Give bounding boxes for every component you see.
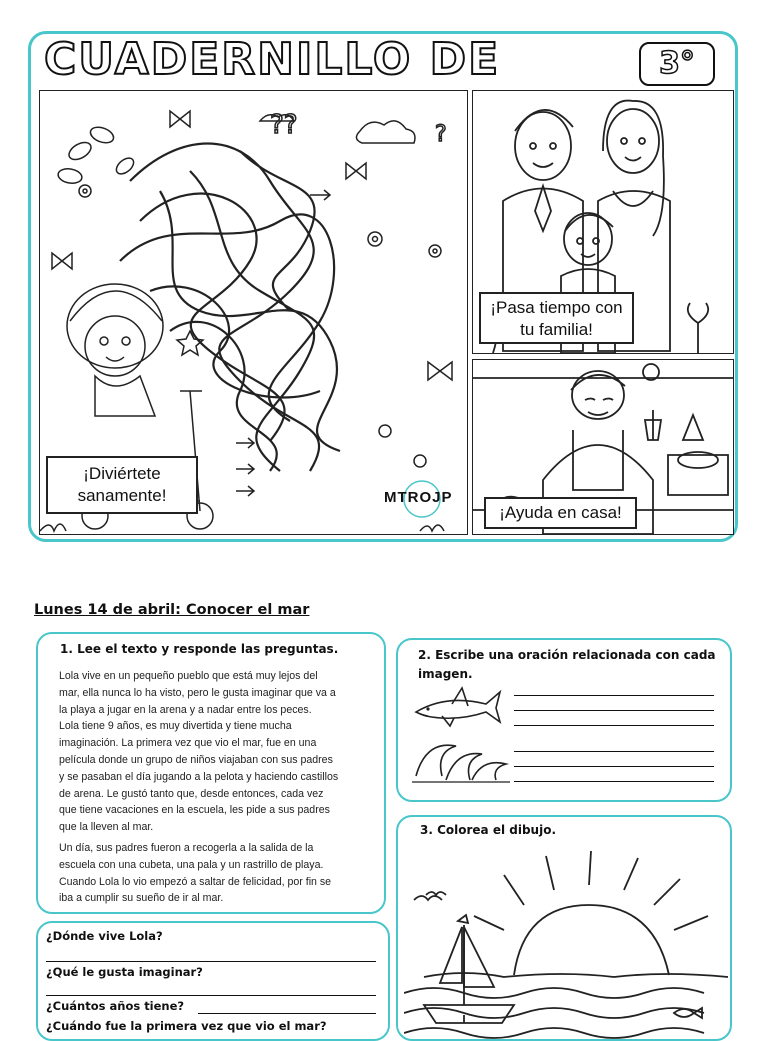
sentence-line-5[interactable] xyxy=(514,766,714,767)
reading-line: mar, ella nunca lo ha visto, pero le gusta imaginar que va a xyxy=(59,686,336,699)
activity3-box xyxy=(396,815,732,1041)
question-2: ¿Qué le gusta imaginar? xyxy=(46,965,203,979)
questions-box xyxy=(36,921,390,1041)
reading-line: Cuando Lola lo vio empezó a saltar de felicidad, por fin se xyxy=(59,875,332,888)
lesson-heading: Lunes 14 de abril: Conocer el mar xyxy=(34,602,310,618)
answer-line-3[interactable] xyxy=(198,1013,376,1014)
svg-text:?: ? xyxy=(435,122,447,147)
reading-paragraph-2 xyxy=(59,840,379,907)
shark-icon xyxy=(412,682,504,732)
answer-line-1[interactable] xyxy=(46,961,376,962)
question-1: ¿Dónde vive Lola? xyxy=(46,929,163,943)
mtrojp-logo xyxy=(382,479,464,519)
reading-line: Un día, sus padres fueron a recogerla a la salida de la xyxy=(59,842,314,854)
activity1-title: 1. Lee el texto y responde las preguntas. xyxy=(60,642,339,656)
reading-line: Lola vive en un pequeño pueblo que está muy lejos del xyxy=(59,670,318,682)
svg-text:??: ?? xyxy=(270,110,298,140)
caption-have-fun: ¡Diviértete sanamente! xyxy=(46,456,198,514)
activity3-title: 3. Colorea el dibujo. xyxy=(420,823,557,837)
reading-paragraph-1 xyxy=(59,668,379,836)
sentence-line-1[interactable] xyxy=(514,695,714,696)
grade-badge: 3° xyxy=(639,42,715,86)
beach-coloring-illustration[interactable] xyxy=(404,845,728,1041)
activity2-box xyxy=(396,638,732,802)
reading-line: imaginación. La primera vez que vio el mar, fue en una xyxy=(59,737,317,750)
answer-line-2[interactable] xyxy=(46,995,376,996)
reading-line: escuela con una cubeta, una pala y un rastrillo de playa. xyxy=(59,858,324,871)
reading-line: de arena. Le gustó tanto que, desde entonces, cada vez xyxy=(59,787,324,800)
caption-help-home: ¡Ayuda en casa! xyxy=(484,497,637,529)
reading-line: la playa a jugar en la arena y a nadar entre los peces. xyxy=(59,703,312,716)
reading-line: Lola tiene 9 años, es muy divertida y tiene mucha xyxy=(59,720,292,733)
reading-line: película donde un grupo de niños viajaban con sus padres xyxy=(59,753,333,766)
caption-family-time: ¡Pasa tiempo con tu familia! xyxy=(479,292,634,344)
question-4: ¿Cuándo fue la primera vez que vio el mar? xyxy=(46,1019,327,1033)
activity2-title-line1: 2. Escribe una oración relacionada con cada xyxy=(418,648,716,662)
sentence-line-4[interactable] xyxy=(514,751,714,752)
logo-text: MTROJP xyxy=(384,489,453,506)
sentence-line-3[interactable] xyxy=(514,725,714,726)
wave-icon xyxy=(412,736,510,786)
activity2-title-line2: imagen. xyxy=(418,667,473,681)
reading-line: y se pasaban el día jugando a la pelota y haciendo castillos xyxy=(59,770,339,783)
reading-line: iba a cumplir su sueño de ir al mar. xyxy=(59,892,224,905)
page-title: CUADERNILLO DE xyxy=(44,34,501,85)
reading-line: que la lleven al mar. xyxy=(59,821,154,834)
reading-line: que tiene vacaciones en la escuela, les pide a sus padres xyxy=(59,804,330,817)
question-3: ¿Cuántos años tiene? xyxy=(46,999,185,1013)
sentence-line-2[interactable] xyxy=(514,710,714,711)
activity1-box xyxy=(36,632,386,914)
sentence-line-6[interactable] xyxy=(514,781,714,782)
